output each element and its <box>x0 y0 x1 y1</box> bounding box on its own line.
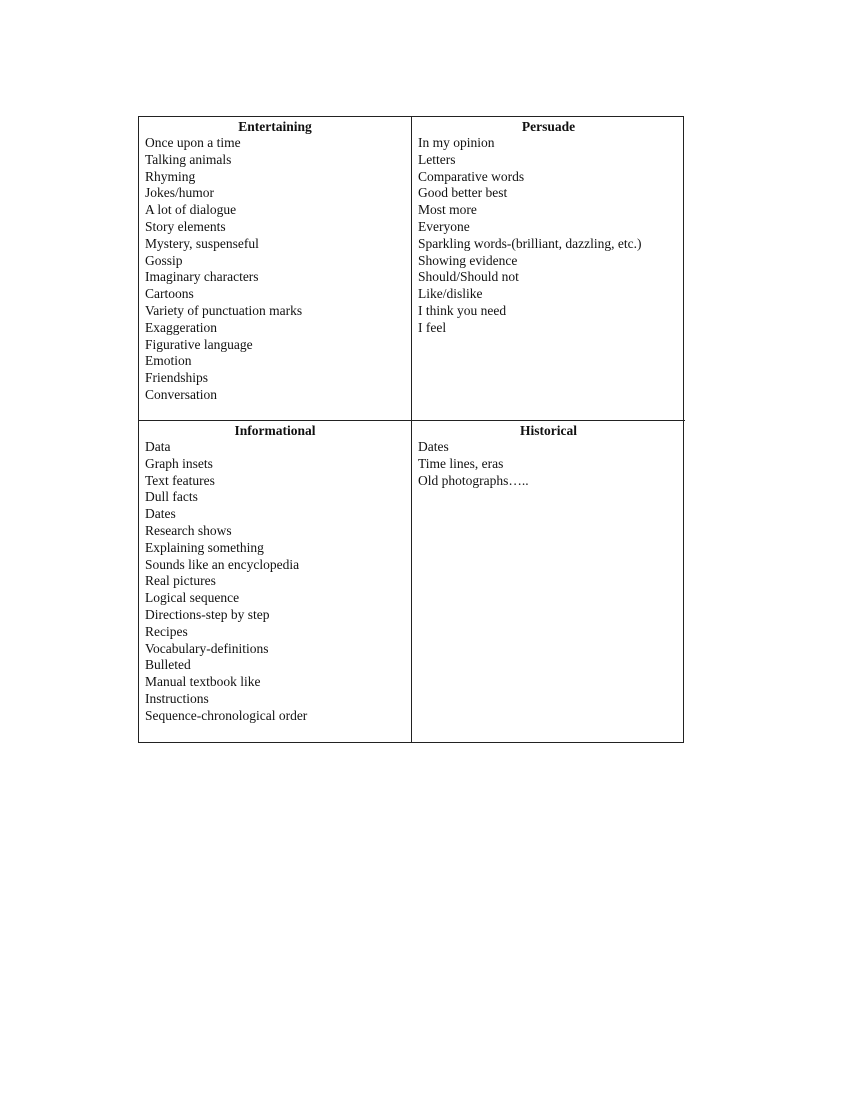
list-item: Gossip <box>145 252 183 268</box>
list-item: Research shows <box>145 522 232 538</box>
list-item: Real pictures <box>145 573 216 589</box>
list-item: Recipes <box>145 623 188 639</box>
list-item: Letters <box>418 151 456 167</box>
list-item: Good better best <box>418 185 508 201</box>
list-item: Most more <box>418 202 477 218</box>
list-item: Should/Should not <box>418 269 519 285</box>
quadrant-heading: Entertaining <box>238 119 312 134</box>
quadrant-list <box>418 135 685 337</box>
list-item: Figurative language <box>145 336 253 352</box>
quadrant-informational <box>139 421 412 742</box>
list-item: In my opinion <box>418 135 495 150</box>
list-item: Jokes/humor <box>145 185 214 201</box>
list-item: Manual textbook like <box>145 674 261 690</box>
list-item: Sequence-chronological order <box>145 707 308 723</box>
list-item: Mystery, suspenseful <box>145 235 259 251</box>
list-item: Text features <box>145 472 215 488</box>
list-item: Emotion <box>145 353 192 369</box>
genre-clues-table <box>138 116 684 743</box>
list-item: I feel <box>418 319 447 335</box>
quadrant-heading: Informational <box>234 423 316 438</box>
list-item: Directions-step by step <box>145 606 270 622</box>
quadrant-list <box>418 439 685 489</box>
quadrant-persuade <box>412 117 685 421</box>
list-item: Graph insets <box>145 455 213 471</box>
list-item: Story elements <box>145 218 226 234</box>
list-item: Logical sequence <box>145 590 240 606</box>
list-item: Everyone <box>418 218 470 234</box>
list-item: Talking animals <box>145 151 232 167</box>
quadrant-heading: Persuade <box>521 119 576 134</box>
quadrant-list <box>145 135 411 404</box>
list-item: Friendships <box>145 370 209 386</box>
list-item: Bulleted <box>145 657 191 673</box>
list-item: Comparative words <box>418 168 525 184</box>
list-item: Once upon a time <box>145 135 241 150</box>
list-item: Dull facts <box>145 489 198 505</box>
list-item: Explaining something <box>145 539 264 555</box>
list-item: Sounds like an encyclopedia <box>145 556 300 572</box>
list-item: Imaginary characters <box>145 269 259 285</box>
list-item: Vocabulary-definitions <box>145 640 269 656</box>
quadrant-historical <box>412 421 685 742</box>
list-item: Rhyming <box>145 168 196 184</box>
list-item: Exaggeration <box>145 319 217 335</box>
quadrant-entertaining <box>139 117 412 421</box>
list-item: Dates <box>418 439 449 454</box>
list-item: Time lines, eras <box>418 455 504 471</box>
list-item: Dates <box>145 506 176 522</box>
list-item: Showing evidence <box>418 252 518 268</box>
list-item: Sparkling words-(brilliant, dazzling, etc.) <box>418 235 642 251</box>
list-item: A lot of dialogue <box>145 202 237 218</box>
list-item: Like/dislike <box>418 286 483 302</box>
list-item: Instructions <box>145 690 209 706</box>
list-item: I think you need <box>418 302 507 318</box>
list-item: Data <box>145 439 171 454</box>
quadrant-heading: Historical <box>520 423 577 438</box>
list-item: Conversation <box>145 386 217 402</box>
list-item: Cartoons <box>145 286 194 302</box>
quadrant-list <box>145 439 411 725</box>
list-item: Old photographs….. <box>418 472 529 488</box>
list-item: Variety of punctuation marks <box>145 302 303 318</box>
